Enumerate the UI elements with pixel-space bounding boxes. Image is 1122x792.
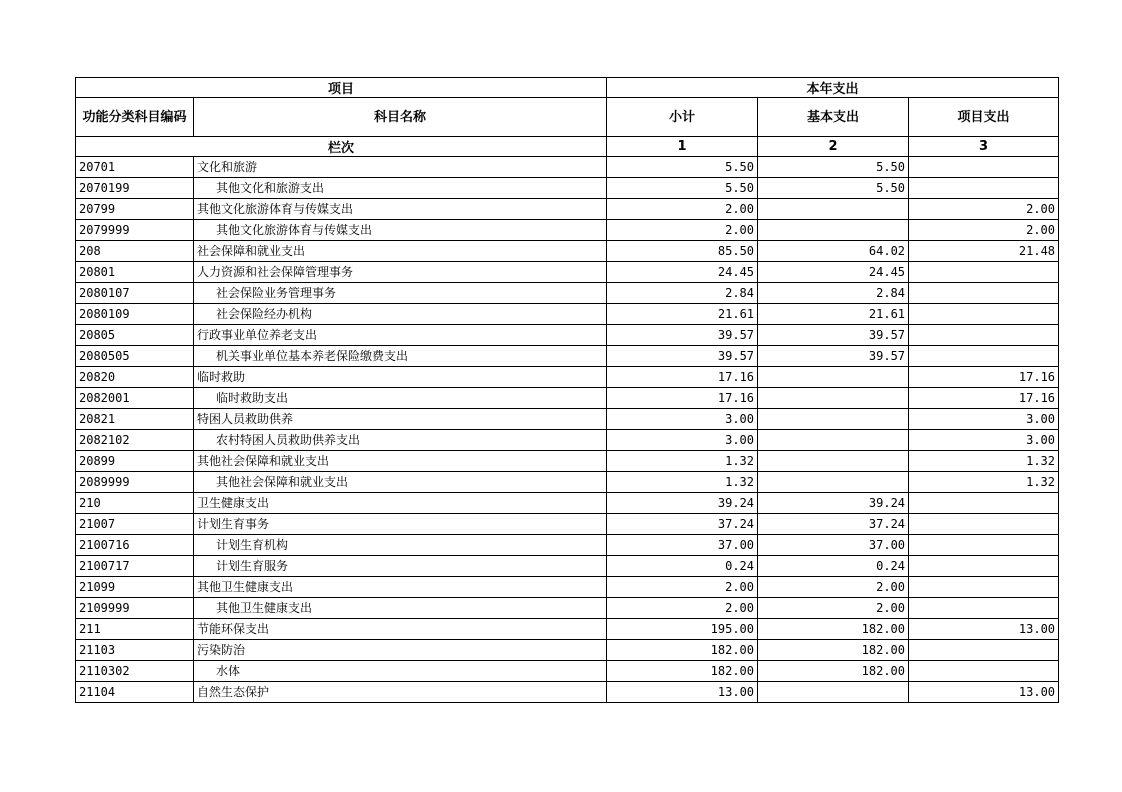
table-row — [76, 388, 1059, 409]
row-project: 2.00 — [909, 199, 1059, 220]
row-basic: 64.02 — [758, 241, 909, 262]
row-project: 3.00 — [909, 409, 1059, 430]
row-code: 21104 — [76, 682, 194, 703]
row-basic — [758, 430, 909, 451]
table-row — [76, 661, 1059, 682]
row-subtotal: 5.50 — [607, 157, 758, 178]
row-code: 20899 — [76, 451, 194, 472]
table-row — [76, 157, 1059, 178]
table-row — [76, 682, 1059, 703]
row-project — [909, 577, 1059, 598]
row-project: 17.16 — [909, 367, 1059, 388]
table-row — [76, 577, 1059, 598]
table-row — [76, 304, 1059, 325]
row-subtotal: 13.00 — [607, 682, 758, 703]
row-project: 13.00 — [909, 682, 1059, 703]
row-basic — [758, 472, 909, 493]
row-code: 20799 — [76, 199, 194, 220]
header-col1: 1 — [607, 137, 758, 157]
row-code: 20805 — [76, 325, 194, 346]
row-name: 社会保险经办机构 — [194, 304, 607, 325]
row-basic: 0.24 — [758, 556, 909, 577]
row-code: 21103 — [76, 640, 194, 661]
header-project: 项目支出 — [909, 98, 1059, 137]
row-subtotal: 2.00 — [607, 220, 758, 241]
table-row — [76, 283, 1059, 304]
row-name: 临时救助 — [194, 367, 607, 388]
table-row — [76, 640, 1059, 661]
row-basic — [758, 220, 909, 241]
row-name: 自然生态保护 — [194, 682, 607, 703]
row-subtotal: 182.00 — [607, 640, 758, 661]
table-row — [76, 367, 1059, 388]
row-name: 行政事业单位养老支出 — [194, 325, 607, 346]
table-row — [76, 493, 1059, 514]
row-basic: 37.00 — [758, 535, 909, 556]
row-code: 2080505 — [76, 346, 194, 367]
table-row — [76, 619, 1059, 640]
row-project: 1.32 — [909, 472, 1059, 493]
header-xiangmu: 项目 — [76, 78, 607, 98]
row-code: 2070199 — [76, 178, 194, 199]
row-subtotal: 1.32 — [607, 451, 758, 472]
row-code: 21099 — [76, 577, 194, 598]
row-basic: 39.57 — [758, 325, 909, 346]
row-code: 20821 — [76, 409, 194, 430]
row-basic: 182.00 — [758, 661, 909, 682]
row-subtotal: 39.57 — [607, 325, 758, 346]
row-project: 1.32 — [909, 451, 1059, 472]
row-subtotal: 37.24 — [607, 514, 758, 535]
row-name: 其他卫生健康支出 — [194, 577, 607, 598]
row-project — [909, 346, 1059, 367]
row-project — [909, 556, 1059, 577]
row-name: 文化和旅游 — [194, 157, 607, 178]
row-basic: 5.50 — [758, 157, 909, 178]
row-basic — [758, 367, 909, 388]
row-subtotal: 17.16 — [607, 367, 758, 388]
row-project — [909, 262, 1059, 283]
row-basic — [758, 199, 909, 220]
row-subtotal: 3.00 — [607, 409, 758, 430]
row-subtotal: 182.00 — [607, 661, 758, 682]
row-project — [909, 661, 1059, 682]
row-subtotal: 1.32 — [607, 472, 758, 493]
row-basic — [758, 388, 909, 409]
row-subtotal: 17.16 — [607, 388, 758, 409]
row-subtotal: 2.00 — [607, 598, 758, 619]
row-code: 2089999 — [76, 472, 194, 493]
row-code: 2100716 — [76, 535, 194, 556]
row-project — [909, 493, 1059, 514]
table-body — [76, 157, 1059, 703]
row-basic: 24.45 — [758, 262, 909, 283]
row-project: 2.00 — [909, 220, 1059, 241]
table-row — [76, 514, 1059, 535]
row-name: 卫生健康支出 — [194, 493, 607, 514]
row-subtotal: 2.00 — [607, 199, 758, 220]
table-row — [76, 409, 1059, 430]
table-row — [76, 451, 1059, 472]
row-basic: 5.50 — [758, 178, 909, 199]
row-project — [909, 325, 1059, 346]
row-code: 210 — [76, 493, 194, 514]
row-project — [909, 157, 1059, 178]
row-subtotal: 39.57 — [607, 346, 758, 367]
row-subtotal: 24.45 — [607, 262, 758, 283]
row-basic — [758, 451, 909, 472]
row-basic: 182.00 — [758, 619, 909, 640]
row-code: 20801 — [76, 262, 194, 283]
row-name: 污染防治 — [194, 640, 607, 661]
row-name: 其他文化旅游体育与传媒支出 — [194, 199, 607, 220]
row-subtotal: 39.24 — [607, 493, 758, 514]
table-row — [76, 346, 1059, 367]
table-row — [76, 535, 1059, 556]
header-code: 功能分类科目编码 — [76, 98, 194, 137]
row-basic: 39.57 — [758, 346, 909, 367]
row-project — [909, 598, 1059, 619]
row-project — [909, 178, 1059, 199]
row-code: 2109999 — [76, 598, 194, 619]
row-name: 社会保障和就业支出 — [194, 241, 607, 262]
header-col2: 2 — [758, 137, 909, 157]
table-row — [76, 178, 1059, 199]
row-name: 其他社会保障和就业支出 — [194, 451, 607, 472]
header-basic: 基本支出 — [758, 98, 909, 137]
row-name: 其他卫生健康支出 — [194, 598, 607, 619]
row-project — [909, 283, 1059, 304]
row-subtotal: 3.00 — [607, 430, 758, 451]
row-code: 21007 — [76, 514, 194, 535]
row-name: 节能环保支出 — [194, 619, 607, 640]
row-name: 农村特困人员救助供养支出 — [194, 430, 607, 451]
row-subtotal: 2.00 — [607, 577, 758, 598]
row-project — [909, 535, 1059, 556]
row-code: 20701 — [76, 157, 194, 178]
row-subtotal: 5.50 — [607, 178, 758, 199]
row-basic: 2.00 — [758, 598, 909, 619]
row-basic — [758, 409, 909, 430]
row-code: 2080107 — [76, 283, 194, 304]
table-row — [76, 598, 1059, 619]
row-name: 人力资源和社会保障管理事务 — [194, 262, 607, 283]
row-project — [909, 304, 1059, 325]
row-name: 计划生育事务 — [194, 514, 607, 535]
row-subtotal: 85.50 — [607, 241, 758, 262]
row-project: 17.16 — [909, 388, 1059, 409]
header-lanci: 栏次 — [76, 137, 607, 157]
row-basic: 39.24 — [758, 493, 909, 514]
row-name: 其他文化和旅游支出 — [194, 178, 607, 199]
row-code: 2082102 — [76, 430, 194, 451]
row-subtotal: 195.00 — [607, 619, 758, 640]
row-subtotal: 0.24 — [607, 556, 758, 577]
row-project — [909, 640, 1059, 661]
row-name: 机关事业单位基本养老保险缴费支出 — [194, 346, 607, 367]
row-basic: 37.24 — [758, 514, 909, 535]
row-code: 2079999 — [76, 220, 194, 241]
row-basic — [758, 682, 909, 703]
row-code: 2100717 — [76, 556, 194, 577]
header-name: 科目名称 — [194, 98, 607, 137]
row-name: 社会保险业务管理事务 — [194, 283, 607, 304]
row-project — [909, 514, 1059, 535]
row-name: 其他文化旅游体育与传媒支出 — [194, 220, 607, 241]
expenditure-table — [75, 77, 1059, 703]
table-row — [76, 262, 1059, 283]
header-subtotal: 小计 — [607, 98, 758, 137]
row-subtotal: 21.61 — [607, 304, 758, 325]
table-row — [76, 325, 1059, 346]
row-code: 2082001 — [76, 388, 194, 409]
table-row — [76, 556, 1059, 577]
row-basic: 182.00 — [758, 640, 909, 661]
row-basic: 21.61 — [758, 304, 909, 325]
row-name: 水体 — [194, 661, 607, 682]
table-row — [76, 472, 1059, 493]
row-basic: 2.84 — [758, 283, 909, 304]
header-annual-expenditure: 本年支出 — [607, 78, 1059, 98]
row-code: 2110302 — [76, 661, 194, 682]
row-name: 其他社会保障和就业支出 — [194, 472, 607, 493]
row-code: 20820 — [76, 367, 194, 388]
row-basic: 2.00 — [758, 577, 909, 598]
row-name: 计划生育服务 — [194, 556, 607, 577]
table-row — [76, 430, 1059, 451]
row-code: 208 — [76, 241, 194, 262]
table-row — [76, 220, 1059, 241]
row-name: 临时救助支出 — [194, 388, 607, 409]
header-col3: 3 — [909, 137, 1059, 157]
row-project: 13.00 — [909, 619, 1059, 640]
table-row — [76, 199, 1059, 220]
table-row — [76, 241, 1059, 262]
row-name: 特困人员救助供养 — [194, 409, 607, 430]
row-code: 211 — [76, 619, 194, 640]
row-project: 3.00 — [909, 430, 1059, 451]
row-subtotal: 2.84 — [607, 283, 758, 304]
row-name: 计划生育机构 — [194, 535, 607, 556]
row-subtotal: 37.00 — [607, 535, 758, 556]
row-project: 21.48 — [909, 241, 1059, 262]
row-code: 2080109 — [76, 304, 194, 325]
